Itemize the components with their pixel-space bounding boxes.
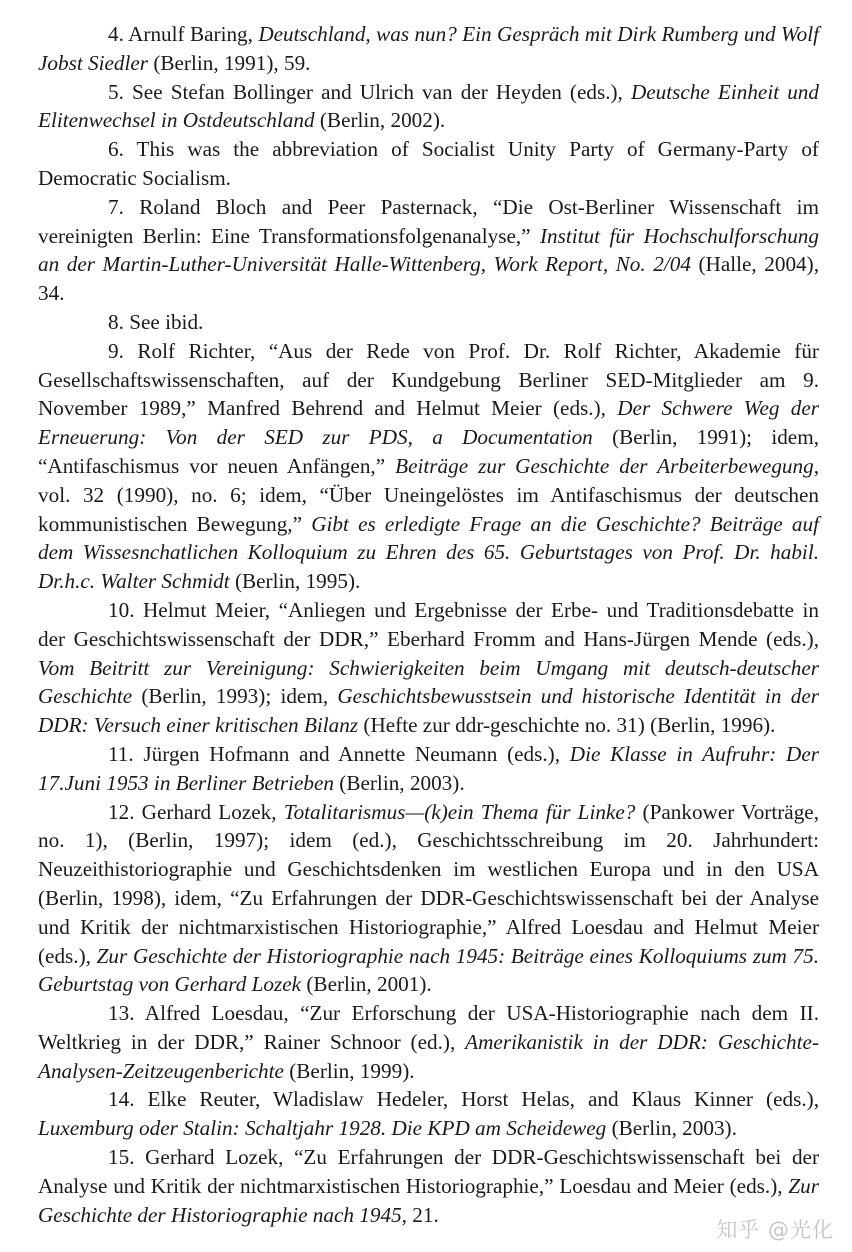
endnote [38,78,819,136]
endnote-text: (Berlin, 1995). [229,569,361,594]
endnote [38,193,819,308]
endnote-title-italic: Der Schwere Weg der Erneuerung: Von der SED zur PDS, a Documentation [38,396,820,450]
watermark-text: 知乎 @光化 [716,1218,834,1242]
endnote-title-italic: Zur Geschichte der Historiographie nach 1945 [38,1173,819,1227]
endnote [38,596,819,740]
endnote-title-italic: Beiträge zur Geschichte der Arbeiterbewegung [395,453,814,478]
endnote-title-italic: Vom Beitritt zur Vereinigung: Schwierigkeiten beim Umgang mit deutsch-deutscher Geschichte [38,655,819,709]
endnote-title-italic: Die Klasse in Aufruhr: Der 17.Juni 1953 in Berliner Betrieben [38,741,819,795]
endnote [38,337,819,596]
endnote-text: 15. Gerhard Lozek, “Zu Erfahrungen der DDR-Geschichtswissenschaft bei der Analyse und Kritik der nichtmarxistischen Historiographie,” Loesdau and Meier (eds.), [38,1145,819,1198]
endnote [38,999,819,1085]
endnote-text: 11. Jürgen Hofmann and Annette Neumann (eds.), [108,741,570,766]
endnote-title-italic: Luxemburg oder Stalin: Schaltjahr 1928. Die KPD am Scheideweg [38,1116,607,1141]
endnote [38,740,819,798]
endnote-text: 13. Alfred Loesdau, “Zur Erforschung der USA-Historiographie nach dem II. Weltkrieg in der DDR,” Rainer Schnoor (ed.), [38,1001,819,1054]
endnote-text: 14. Elke Reuter, Wladislaw Hedeler, Horst Helas, and Klaus Kinner (eds.), [108,1087,819,1112]
endnote [38,308,819,337]
endnote-text: (Berlin, 2002). [314,108,446,133]
endnote-text: (Berlin, 2003). [333,770,465,795]
endnote [38,135,819,193]
watermark [716,1214,834,1244]
endnote-text: 7. Roland Bloch and Peer Pasternack, “Die Ost-Berliner Wissenschaft im vereinigten Berlin: Eine Transformationsfolgenanalyse,” [38,194,819,248]
endnote [38,20,819,78]
endnote-title-italic: Amerikanistik in der DDR: Geschichte-Analysen-Zeitzeugenberichte [38,1029,820,1083]
endnote-text: , 21. [401,1202,439,1227]
endnote-text: 5. See Stefan Bollinger and Ulrich van der Heyden (eds.), [108,79,631,104]
endnote-text: 10. Helmut Meier, “Anliegen und Ergebnisse der Erbe- und Traditionsdebatte in der Geschichtswissenschaft der DDR,” Eberhard Fromm and Hans-Jürgen Mende (eds.), [38,597,819,651]
endnotes-list [38,20,819,1229]
endnote-text: (Berlin, 2001). [301,972,432,997]
endnote-title-italic: Deutsche Einheit und Elitenwechsel in Ostdeutschland [38,79,819,133]
endnote-text: 8. See ibid. [108,309,204,334]
endnote-title-italic: Geschichtsbewusstsein und historische Identität in der DDR: Versuch einer kritischen Bilanz [38,684,819,738]
endnote [38,1085,819,1143]
endnote-title-italic: Institut für Hochschulforschung an der Martin-Luther-Universität Halle-Wittenberg, Work Report, No. 2/04 [38,223,819,277]
endnote-text: 12. Gerhard Lozek, [108,799,284,824]
endnote-text: 6. This was the abbreviation of Socialist Unity Party of Germany-Party of Democratic Socialism. [38,137,819,190]
endnote-text: (Hefte zur ddr-geschichte no. 31) (Berlin, 1996). [358,713,776,738]
endnote-text: (Berlin, 1991), 59. [148,50,311,75]
endnote [38,798,819,1000]
endnote-text: (Berlin, 1999). [283,1058,415,1083]
endnote-text: (Halle, 2004), 34. [38,252,819,306]
endnote-text: 4. Arnulf Baring, [108,22,259,46]
endnote-text: (Berlin, 1993); idem, [132,684,338,709]
endnote-text: (Berlin, 2003). [606,1116,737,1141]
endnote-text: (Berlin, 1991); idem, “Antifaschismus vor neuen Anfängen,” [38,425,819,478]
endnote-text: 9. Rolf Richter, “Aus der Rede von Prof. Dr. Rolf Richter, Akademie für Gesellschaftswissenschaften, auf der Kundgebung Berliner SED-Mitglieder am 9. November 1989,” Manfred Behrend and Helmut Meier (eds.), [38,338,819,421]
endnote-title-italic: Deutschland, was nun? Ein Gespräch mit Dirk Rumberg und Wolf Jobst Siedler [38,22,819,75]
endnote-title-italic: Totalitarismus—(k)ein Thema für Linke? [283,799,636,824]
endnote [38,1143,819,1229]
endnote-text: , vol. 32 (1990), no. 6; idem, “Über Uneingelöstes im Antifaschismus der deutschen kommunistischen Bewegung,” [38,453,819,536]
endnote-text: (Pankower Vorträge, no. 1), (Berlin, 1997); idem (ed.), Geschichtsschreibung im 20. Jahrhundert: Neuzeithistoriographie und Geschichtsdenken im westlichen Europa und in den USA (Berlin, 1998), idem, “Zu Erfahrungen der DDR-Geschichtswissenschaft bei der Analyse und Kritik der nichtmarxistischen Historiographie,” Alfred Loesdau and Helmut Meier (eds.), [38,799,819,968]
endnote-title-italic: Zur Geschichte der Historiographie nach 1945: Beiträge eines Kolloquiums zum 75. Geburtstag von Gerhard Lozek [38,943,820,997]
endnote-title-italic: Gibt es erledigte Frage an die Geschichte? Beiträge auf dem Wissesnchatlichen Kolloquium zu Ehren des 65. Geburtstages von Prof. Dr. habil. Dr.h.c. Walter Schmidt [38,511,819,594]
